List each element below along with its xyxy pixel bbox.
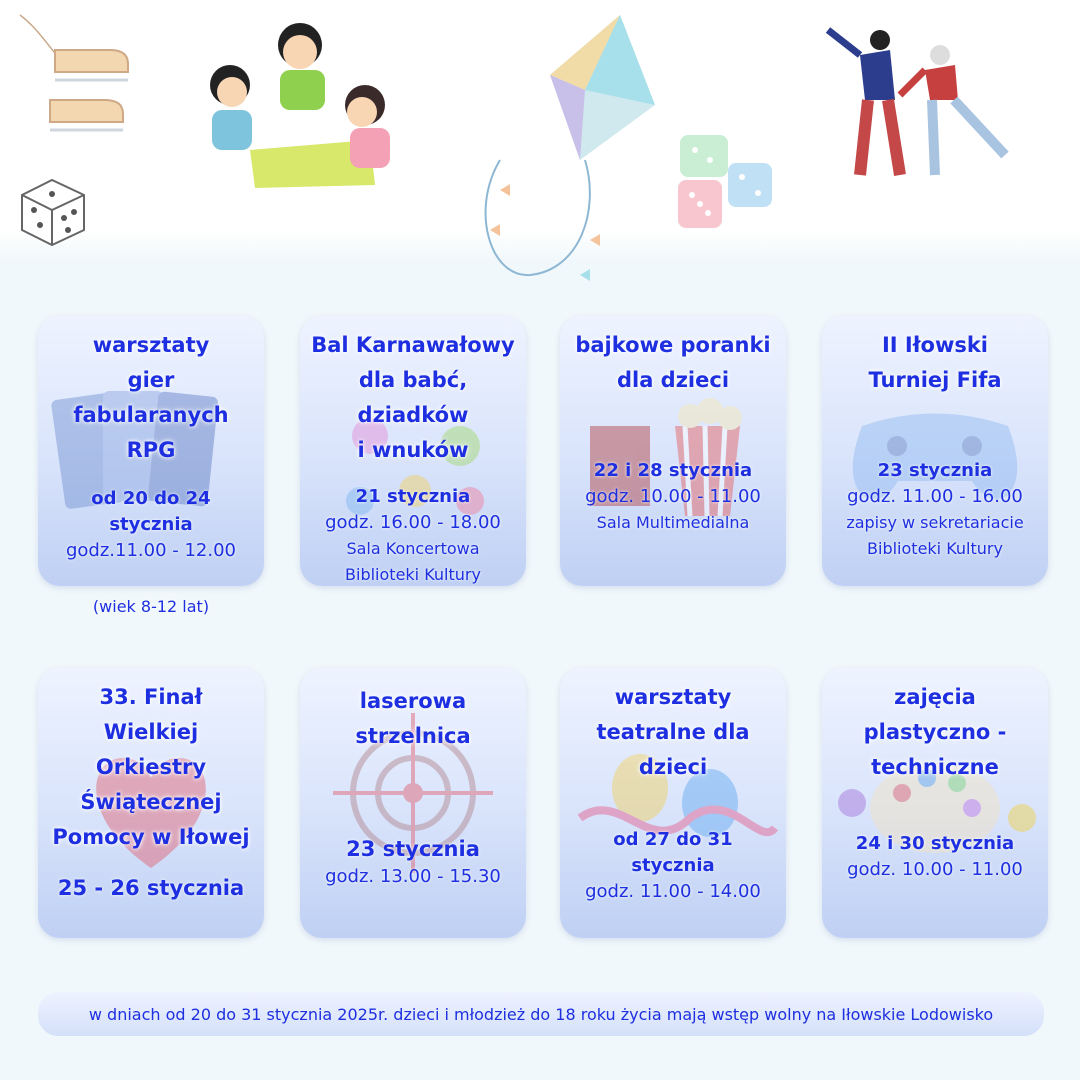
card-title: dla dzieci (616, 368, 730, 392)
card-date: od 27 do 31 stycznia (613, 829, 733, 876)
card-date: 23 stycznia (877, 460, 993, 481)
card-title: Turniej Fifa (868, 368, 1002, 392)
kids-board-game-icon (190, 20, 430, 190)
ice-skates-icon (10, 10, 135, 140)
card-place: Sala Multimedialna (596, 513, 750, 532)
card-title: plastyczno - (863, 720, 1007, 744)
card-title: Wielkiej Orkiestry (95, 720, 207, 779)
card-time: godz.11.00 - 12.00 (65, 540, 237, 561)
card-time: godz. 11.00 - 16.00 (847, 486, 1023, 507)
card-title: strzelnica (355, 724, 471, 748)
footer-text: w dniach od 20 do 31 stycznia 2025r. dzieci i młodzież do 18 roku życia mają wstęp wolny na Iłowskie Lodowisko (88, 1004, 994, 1024)
event-card-laser-shooting[interactable] (300, 668, 526, 938)
card-date: 25 - 26 stycznia (57, 876, 245, 900)
event-card-art-classes[interactable] (822, 668, 1048, 938)
card-title: II Iłowski (881, 333, 989, 357)
event-card-fifa-tournament[interactable] (822, 316, 1048, 586)
card-place: Biblioteki Kultury (345, 565, 481, 584)
event-card-theatre-workshop[interactable] (560, 668, 786, 938)
event-card-rpg-workshop[interactable] (38, 316, 264, 616)
card-title: dzieci (638, 755, 708, 779)
card-place: Biblioteki Kultury (867, 539, 1003, 558)
card-title: Bal Karnawałowy (311, 333, 515, 357)
card-title: i wnuków (357, 438, 469, 462)
event-card-wosp-final[interactable] (38, 668, 264, 938)
card-time: godz. 16.00 - 18.00 (325, 512, 501, 533)
card-time: godz. 13.00 - 15.30 (325, 866, 501, 887)
free-skating-rink-banner (38, 992, 1044, 1036)
kite-icon (460, 10, 670, 290)
card-time: godz. 10.00 - 11.00 (585, 486, 761, 507)
card-place: Sala Koncertowa (346, 539, 480, 558)
dice-icon (12, 170, 92, 250)
card-title: RPG (126, 438, 176, 462)
card-title: gier fabularanych (73, 368, 229, 427)
card-title: dla babć, dziadków (357, 368, 469, 427)
card-time: godz. 11.00 - 14.00 (585, 881, 761, 902)
card-time: godz. 10.00 - 11.00 (847, 859, 1023, 880)
card-date: 23 stycznia (346, 837, 480, 861)
card-date: od 20 do 24 stycznia (91, 488, 211, 535)
card-date: 21 stycznia (355, 486, 471, 507)
event-card-carnival-ball[interactable] (300, 316, 526, 586)
ice-skaters-icon (820, 15, 1020, 190)
card-date: 24 i 30 stycznia (855, 833, 1015, 854)
card-title: warsztaty (92, 333, 210, 357)
card-title: bajkowe poranki (575, 333, 771, 357)
card-title: techniczne (871, 755, 999, 779)
card-title: Świątecznej (80, 790, 222, 814)
card-title: warsztaty (614, 685, 732, 709)
event-card-fairy-mornings[interactable] (560, 316, 786, 586)
card-age-note: (wiek 8-12 lat) (92, 597, 210, 616)
card-title: Pomocy w Iłowej (52, 825, 250, 849)
card-title: 33. Finał (99, 685, 203, 709)
card-title: zajęcia (894, 685, 976, 709)
colored-dice-icon (670, 125, 780, 235)
card-title: teatralne dla (596, 720, 750, 744)
card-title: laserowa (359, 689, 467, 713)
card-date: 22 i 28 stycznia (593, 460, 753, 481)
card-place: zapisy w sekretariacie (846, 513, 1024, 532)
